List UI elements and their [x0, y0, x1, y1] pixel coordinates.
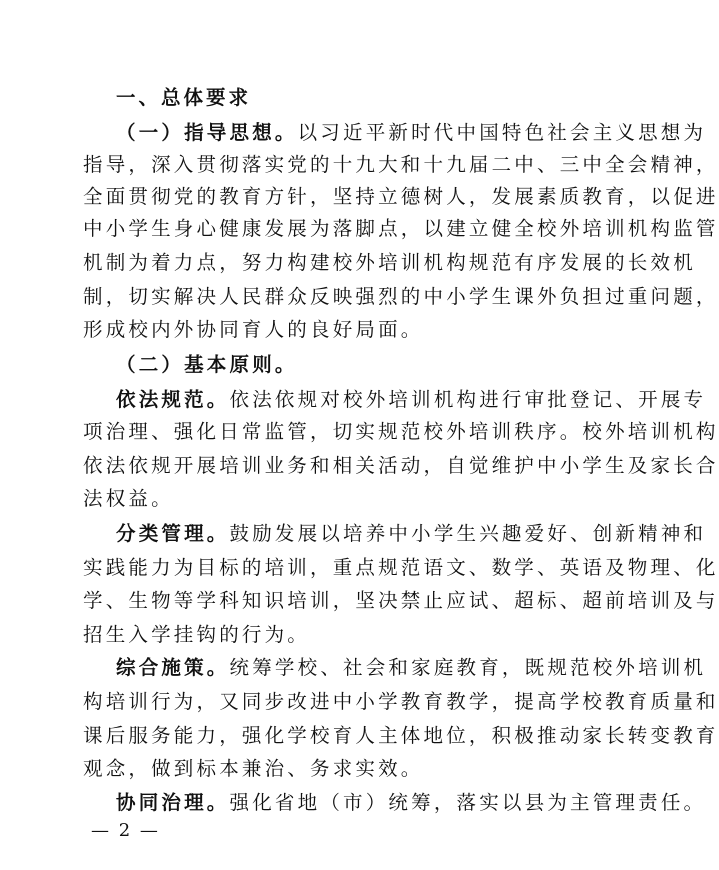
paragraph-line: 依法依规开展培训业务和相关活动，自觉维护中小学生及家长合 — [83, 454, 719, 477]
paragraph-line: 中小学生身心健康发展为落脚点，以建立健全校外培训机构监管 — [83, 217, 719, 240]
paragraph-label: 综合施策。 — [116, 656, 230, 679]
paragraph-line: 招生入学挂钩的行为。 — [83, 623, 311, 646]
paragraph-label: 依法规范。 — [116, 388, 230, 411]
paragraph-line — [116, 121, 707, 145]
paragraph-line: 项治理、强化日常监管，切实规范校外培训秩序。校外培训机构 — [83, 420, 719, 443]
paragraph-label: 分类管理。 — [116, 522, 230, 545]
paragraph-line: 形成校内外协同育人的良好局面。 — [83, 318, 424, 341]
subsection-title: （二）基本原则。 — [116, 353, 298, 376]
paragraph-line — [116, 791, 707, 815]
paragraph-line: 实践能力为目标的培训，重点规范语文、数学、英语及物理、化 — [83, 556, 719, 579]
paragraph-line — [116, 388, 707, 412]
paragraph-line — [116, 522, 707, 546]
paragraph-text: 鼓励发展以培养中小学生兴趣爱好、创新精神和 — [229, 522, 707, 545]
section-title: 一、总体要求 — [116, 86, 252, 109]
paragraph-line — [116, 656, 707, 680]
paragraph-line: 构培训行为，又同步改进中小学教育教学，提高学校教育质量和 — [83, 690, 719, 713]
paragraph-text: 统筹学校、社会和家庭教育，既规范校外培训机 — [229, 656, 707, 679]
paragraph-text: 强化省地（市）统筹，落实以县为主管理责任。 — [229, 791, 707, 814]
paragraph-label: 协同治理。 — [116, 791, 230, 814]
paragraph-text: 依法依规对校外培训机构进行审批登记、开展专 — [229, 388, 707, 411]
paragraph-line: 全面贯彻党的教育方针，坚持立德树人，发展素质教育，以促进 — [83, 185, 719, 208]
paragraph-line: 法权益。 — [83, 487, 174, 510]
paragraph-line: 指导，深入贯彻落实党的十九大和十九届二中、三中全会精神， — [83, 153, 719, 176]
paragraph-line: 观念，做到标本兼治、务求实效。 — [83, 757, 424, 780]
paragraph-line: 课后服务能力，强化学校育人主体地位，积极推动家长转变教育 — [83, 724, 719, 747]
paragraph-label: （一）指导思想。 — [116, 121, 298, 144]
paragraph-line: 学、生物等学科知识培训，坚决禁止应试、超标、超前培训及与 — [83, 589, 719, 612]
paragraph-line: 机制为着力点，努力构建校外培训机构规范有序发展的长效机 — [83, 251, 696, 274]
paragraph-line: 制，切实解决人民群众反映强烈的中小学生课外负担过重问题， — [83, 285, 719, 308]
paragraph-text: 以习近平新时代中国特色社会主义思想为 — [297, 121, 707, 144]
page-number: — 2 — — [91, 820, 160, 841]
